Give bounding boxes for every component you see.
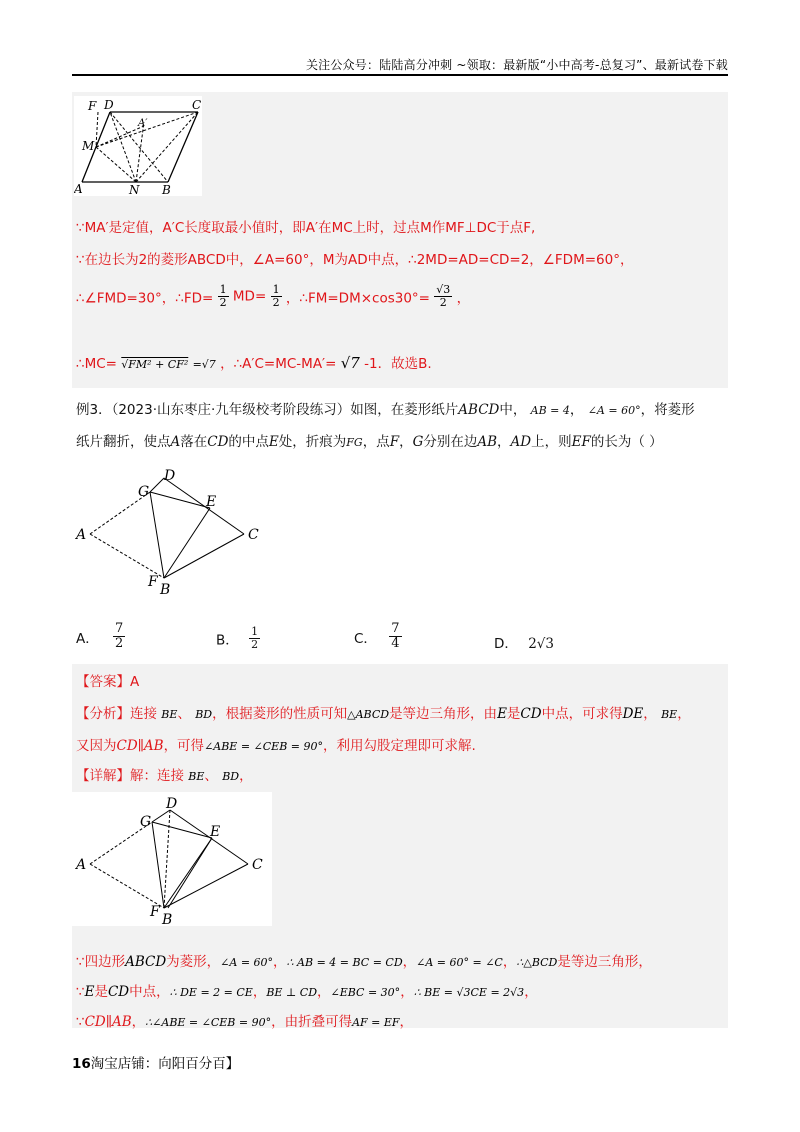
solution-line-2 — [76, 248, 633, 268]
fraction-one-half-a: $\frac{1}{2}$ — [219, 283, 227, 310]
detail-line: 【详解】解：连接 BE、 BD， — [76, 768, 253, 784]
fig1-label-C: C — [192, 98, 202, 112]
fraction-one-half-b: $\frac{1}{2}$ — [272, 283, 280, 310]
answer-value: A — [130, 674, 140, 690]
page-footer — [72, 1052, 239, 1072]
fig1-label-D: D — [104, 98, 114, 112]
fig3-label-A: A — [76, 857, 87, 873]
proof-line-3: ∵CD∥AB，∴∠ABE = ∠CEB = 90°，由折叠可得AF = EF， — [76, 1014, 414, 1030]
fig2-label-D: D — [164, 468, 176, 484]
fig2-label-G: G — [138, 484, 150, 500]
option-a[interactable]: A． $\frac{7}{2}$ — [76, 621, 124, 652]
example3-line-2: 纸片翻折，使点A落在CD的中点E处，折痕为FG，点F，G分别在边AB，AD上，则EF的长为（ ） — [76, 434, 663, 450]
fig1-label-Aprime: A′ — [138, 118, 148, 129]
fig1-label-N: N — [129, 183, 140, 196]
analysis-line-2: 又因为CD∥AB，可得∠ABE = ∠CEB = 90°，利用勾股定理即可求解. — [76, 738, 476, 754]
fig3-label-B: B — [162, 912, 173, 926]
fig3-label-G: G — [140, 814, 152, 830]
fig1-label-M: M — [82, 139, 95, 153]
fig2-label-F: F — [148, 574, 158, 590]
footer-shop: 淘宝店铺：向阳百分百】 — [90, 1056, 240, 1072]
proof-line-2: ∵E是CD中点，∴ DE = 2 = CE，BE ⊥ CD，∠EBC = 30°，∴ BE = √3CE = 2√3， — [76, 984, 538, 1000]
fig2-label-B: B — [160, 582, 171, 598]
option-c-fraction: $\frac{7}{4}$ — [391, 621, 400, 652]
header-divider — [72, 74, 728, 76]
rhombus-fold-diagram — [72, 466, 272, 600]
analysis-line-1: 【分析】连接 BE、 BD，根据菱形的性质可知△ABCD是等边三角形，由E是CD中点，可求得DE， BE， — [76, 706, 691, 722]
solution-line-1 — [76, 216, 535, 236]
sol1-text-3d: ， — [456, 290, 471, 307]
option-b[interactable]: B． $\frac{1}{2}$ — [216, 625, 259, 652]
figure-parallelogram — [74, 96, 202, 196]
example3-line-1: 例3．（2023·山东枣庄·九年级校考阶段练习）如图，在菱形纸片ABCD中， AB = 4， ∠A = 60°，将菱形 — [76, 402, 695, 418]
page-header: 关注公众号：陆陆高分冲刺 ~领取：最新版“小中高考-总复习”、最新试卷下载 — [305, 58, 728, 72]
option-a-fraction: $\frac{7}{2}$ — [115, 621, 124, 652]
sol1-text-4d: -1．故选B. — [364, 356, 432, 372]
figure-rhombus-fold — [72, 466, 272, 600]
option-d[interactable]: D． 2√3 — [494, 636, 554, 652]
answer-label: 【答案】 — [76, 674, 130, 690]
solution-line-4 — [76, 352, 432, 372]
fig2-label-C: C — [248, 527, 259, 543]
sol1-text-3c: ，∴FM=DM×cos30°= — [285, 290, 430, 307]
sol1-text-1: ∵MA′是定值，A′C长度取最小值时，即A′在MC上时，过点M作MF⊥DC于点F, — [76, 220, 536, 236]
rhombus-detail-diagram — [72, 792, 272, 926]
option-c[interactable]: C． $\frac{7}{4}$ — [354, 621, 400, 652]
sol1-text-3a: ∴∠FMD=30°，∴FD= — [76, 290, 214, 307]
page-number: 16 — [72, 1056, 91, 1072]
sol1-text-4a: ∴MC= — [76, 356, 117, 372]
sol1-text-3b: MD= — [232, 288, 267, 305]
fig1-label-F: F — [88, 99, 97, 113]
sqrt-seven-result: =√7 — [192, 358, 216, 371]
proof-line-1: ∵四边形ABCD为菱形，∠A = 60°，∴ AB = 4 = BC = CD，∠A = 60° = ∠C，∴△BCD是等边三角形， — [76, 954, 652, 970]
fig3-label-C: C — [252, 857, 263, 873]
fig2-label-E: E — [206, 494, 217, 510]
fig3-label-E: E — [210, 824, 221, 840]
figure-rhombus-detail — [72, 792, 272, 926]
parallelogram-diagram — [74, 96, 202, 196]
solution-line-3 — [76, 284, 470, 309]
sol1-text-4b: ，∴A′C=MC-MA′= — [220, 356, 337, 372]
fraction-sqrt3-half: $\frac{√3}{2}$ — [436, 283, 451, 310]
fig3-label-F: F — [150, 904, 160, 920]
option-b-fraction: $\frac{1}{2}$ — [251, 625, 259, 652]
sqrt-seven: √7 — [340, 354, 360, 372]
sol1-text-2: ∵在边长为2的菱形ABCD中，∠A=60°，M为AD中点，∴2MD=AD=CD=2，∠FDM=60°， — [76, 252, 634, 268]
fig1-label-A: A — [74, 182, 83, 196]
fig3-label-D: D — [166, 796, 178, 812]
fig2-label-A: A — [76, 527, 87, 543]
answer-line — [76, 670, 139, 690]
option-d-value: 2√3 — [528, 636, 554, 652]
sqrt-expression: √FM² + CF² — [121, 358, 189, 371]
fig1-label-B: B — [162, 183, 171, 196]
